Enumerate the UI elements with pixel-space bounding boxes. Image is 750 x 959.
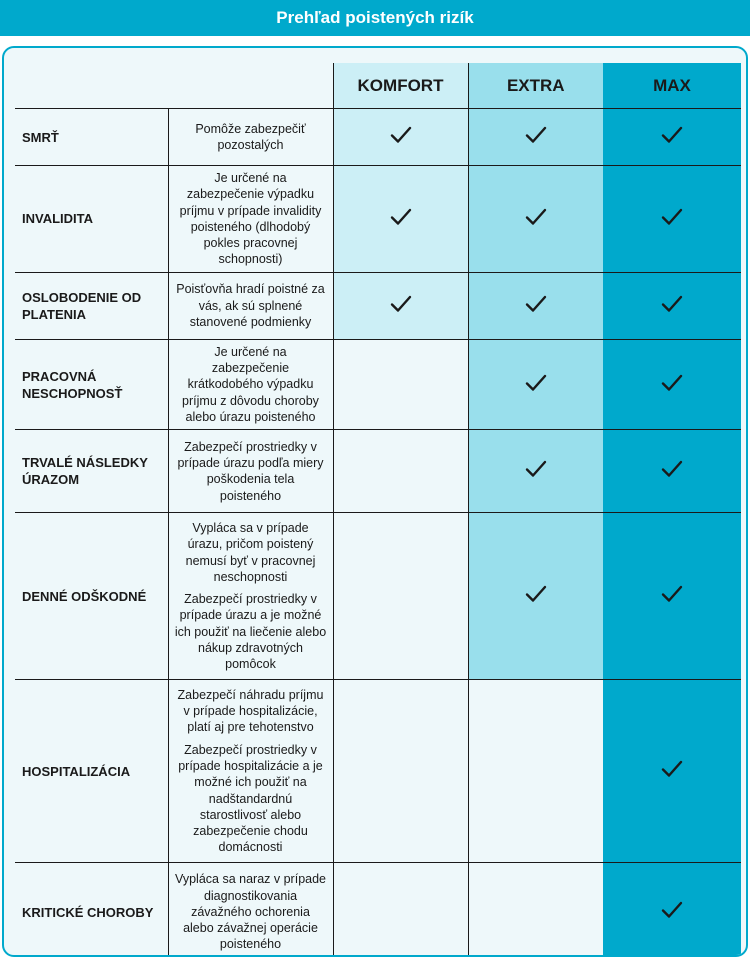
check-icon [525, 374, 547, 392]
coverage-cell-max [603, 430, 741, 513]
table-row [15, 680, 741, 863]
risk-name: HOSPITALIZÁCIA [15, 680, 168, 863]
coverage-cell-max [603, 513, 741, 680]
table-row [15, 513, 741, 680]
coverage-cell-max [603, 166, 741, 273]
table-row [15, 109, 741, 166]
table-row [15, 339, 741, 429]
table-row [15, 430, 741, 513]
column-header-komfort: KOMFORT [333, 63, 468, 109]
risk-name: PRACOVNÁ NESCHOPNOSŤ [15, 339, 168, 429]
check-icon [661, 585, 683, 603]
check-icon [390, 208, 412, 226]
check-icon [390, 295, 412, 313]
risk-description [168, 339, 333, 429]
check-icon [661, 901, 683, 919]
coverage-cell-max [603, 272, 741, 339]
header-blank-cell [15, 63, 333, 109]
coverage-cell-komfort [333, 513, 468, 680]
risk-description-paragraph: Zabezpečí prostriedky v prípade úrazu podľa miery poškodenia tela poisteného [177, 439, 324, 503]
coverage-cell-extra [468, 109, 603, 166]
coverage-cell-komfort [333, 680, 468, 863]
coverage-cell-komfort [333, 166, 468, 273]
risk-description-paragraph: Zabezpečí prostriedky v prípade úrazu a je možné ich použiť na liečenie alebo nákup zdravotných pomôcok [174, 592, 327, 672]
coverage-cell-max [603, 680, 741, 863]
risk-description-paragraph: Zabezpečí prostriedky v prípade hospitalizácie a je možné ich použiť na nadštandardnú starostlivosť alebo zabezpečenie chodu domácnosti [178, 742, 323, 855]
check-icon [390, 126, 412, 144]
risk-description-paragraph: Zabezpečí náhradu príjmu v prípade hospitalizácie, platí aj pre tehotenstvo [177, 687, 324, 735]
risk-description-paragraph: Vypláca sa naraz v prípade diagnostikovania závažného ochorenia alebo závažnej operácie poisteného [174, 872, 326, 952]
risk-name: OSLOBODENIE OD PLATENIA [15, 272, 168, 339]
coverage-cell-max [603, 863, 741, 957]
risk-description-paragraph: Je určené na zabezpečenie krátkodobého výpadku príjmu z dôvodu choroby alebo úrazu poisteného [182, 344, 319, 424]
coverage-cell-komfort [333, 272, 468, 339]
coverage-cell-extra [468, 863, 603, 957]
check-icon [525, 126, 547, 144]
risk-name: DENNÉ ODŠKODNÉ [15, 513, 168, 680]
risk-description [168, 430, 333, 513]
risk-description [168, 680, 333, 863]
coverage-cell-max [603, 109, 741, 166]
risk-description [168, 513, 333, 680]
coverage-cell-komfort [333, 430, 468, 513]
risk-description [168, 109, 333, 166]
check-icon [525, 208, 547, 226]
coverage-cell-komfort [333, 863, 468, 957]
coverage-cell-extra [468, 430, 603, 513]
risk-description-paragraph: Poisťovňa hradí poistné za vás, ak sú splnené stanovené podmienky [176, 282, 325, 329]
table-header-row [15, 63, 741, 109]
risk-description-paragraph: Je určené na zabezpečenie výpadku príjmu v prípade invalidity poisteného (dlhodobý pokles pracovnej schopnosti) [179, 171, 322, 267]
table-body [15, 109, 741, 958]
check-icon [661, 295, 683, 313]
table-row [15, 863, 741, 957]
check-icon [525, 585, 547, 603]
risk-name: SMRŤ [15, 109, 168, 166]
check-icon [525, 460, 547, 478]
risk-description [168, 863, 333, 957]
check-icon [661, 126, 683, 144]
page-title: Prehľad poistených rizík [0, 0, 750, 36]
risk-name: KRITICKÉ CHOROBY [15, 863, 168, 957]
coverage-cell-komfort [333, 339, 468, 429]
coverage-cell-komfort [333, 109, 468, 166]
risk-description [168, 272, 333, 339]
column-header-max: MAX [603, 63, 741, 109]
table-row [15, 272, 741, 339]
coverage-cell-extra [468, 272, 603, 339]
column-header-extra: EXTRA [468, 63, 603, 109]
coverage-cell-extra [468, 680, 603, 863]
check-icon [525, 295, 547, 313]
coverage-cell-extra [468, 339, 603, 429]
risk-name: TRVALÉ NÁSLEDKY ÚRAZOM [15, 430, 168, 513]
check-icon [661, 460, 683, 478]
risk-name: INVALIDITA [15, 166, 168, 273]
risk-description-paragraph: Vypláca sa v prípade úrazu, pričom poistený nemusí byť v pracovnej neschopnosti [185, 520, 316, 584]
coverage-cell-extra [468, 513, 603, 680]
risk-overview-card [2, 46, 748, 957]
coverage-cell-max [603, 339, 741, 429]
risk-table [15, 63, 741, 957]
check-icon [661, 760, 683, 778]
table-row [15, 166, 741, 273]
risk-description [168, 166, 333, 273]
risk-description-paragraph: Pomôže zabezpečiť pozostalých [195, 121, 306, 152]
check-icon [661, 208, 683, 226]
check-icon [661, 374, 683, 392]
coverage-cell-extra [468, 166, 603, 273]
